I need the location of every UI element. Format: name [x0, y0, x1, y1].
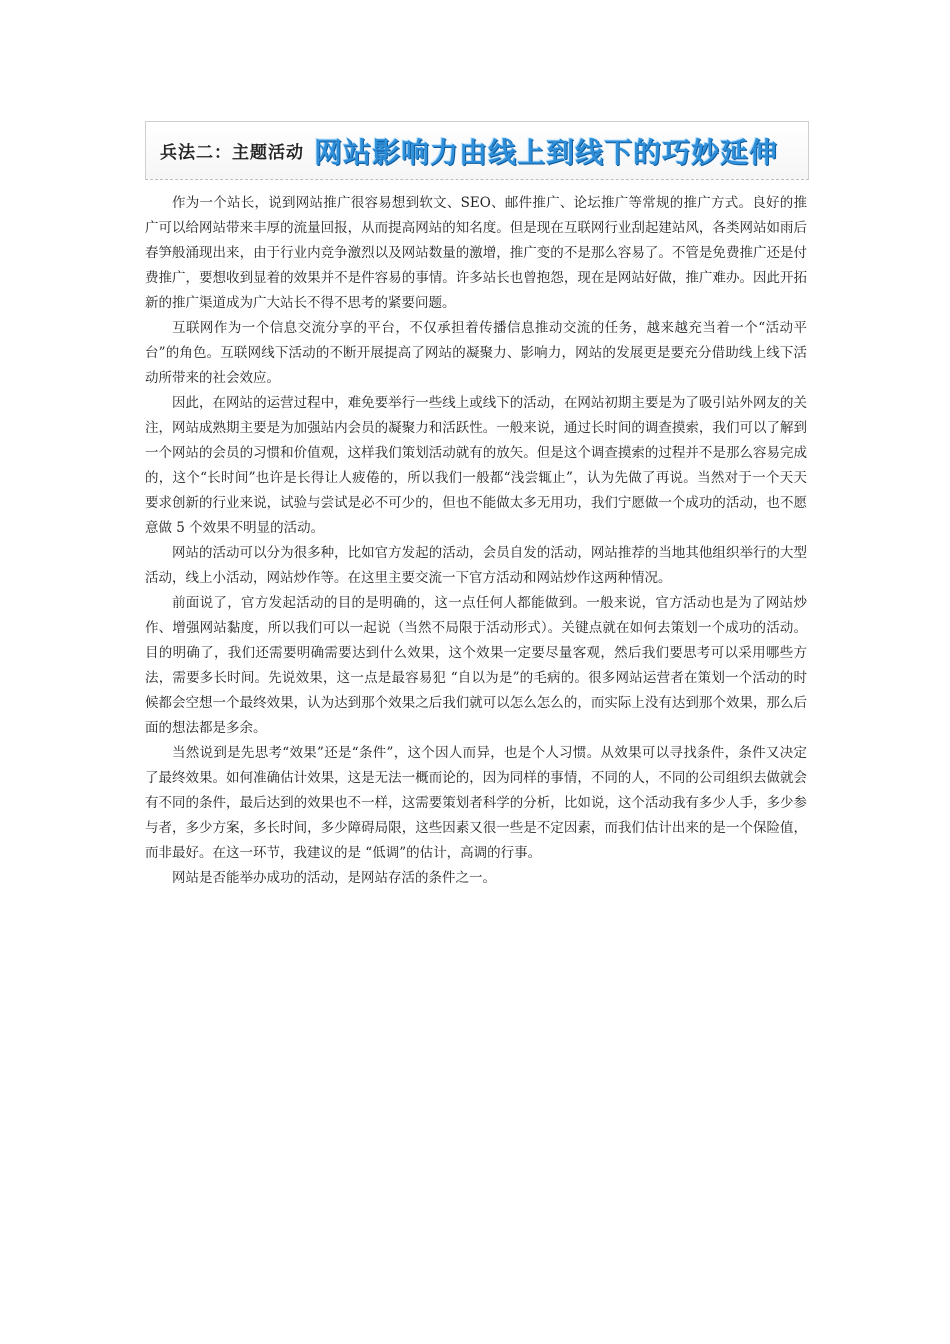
article-banner — [145, 121, 809, 180]
paragraph-1: 作为一个站长，说到网站推广很容易想到软文、SEO、邮件推广、论坛推广等常规的推广方式。良好的推广可以给网站带来丰厚的流量回报，从而提高网站的知名度。但是现在互联网行业刮起建站风，各类网站如雨后春笋般涌现出来，由于行业内竞争激烈以及网站数量的激增，推广变的不是那么容易了。不管是免费推广还是付费推广，要想收到显着的效果并不是件容易的事情。许多站长也曾抱怨，现在是网站好做，推广难办。因此开拓新的推广渠道成为广大站长不得不思考的紧要问题。 — [145, 195, 807, 311]
paragraph-7: 网站是否能举办成功的活动，是网站存活的条件之一。 — [172, 870, 496, 886]
paragraph-2: 互联网作为一个信息交流分享的平台，不仅承担着传播信息推动交流的任务，越来越充当着一个“活动平台”的角色。互联网线下活动的不断开展提高了网站的凝聚力、影响力，网站的发展更是要充分借助线上线下活动所带来的社会效应。 — [145, 320, 807, 386]
paragraph-4: 网站的活动可以分为很多种，比如官方发起的活动，会员自发的活动，网站推荐的当地其他组织举行的大型活动，线上小活动，网站炒作等。在这里主要交流一下官方活动和网站炒作这两种情况。 — [145, 545, 807, 586]
paragraph-5: 前面说了，官方发起活动的目的是明确的，这一点任何人都能做到。一般来说，官方活动也是为了网站炒作、增强网站黏度，所以我们可以一起说（当然不局限于活动形式）。关键点就在如何去策划一个成功的活动。目的明确了，我们还需要明确需要达到什么效果，这个效果一定要尽量客观，然后我们要思考可以采用哪些方法，需要多长时间。先说效果，这一点是最容易犯 “自以为是”的毛病的。很多网站运营者在策划一个活动的时候都会空想一个最终效果，认为达到那个效果之后我们就可以怎么怎么的，而实际上没有达到那个效果，那么后面的想法都是多余。 — [145, 595, 807, 736]
paragraph-6: 当然说到是先思考“效果”还是“条件”，这个因人而异，也是个人习惯。从效果可以寻找条件，条件又决定了最终效果。如何准确估计效果，这是无法一概而论的，因为同样的事情，不同的人，不同的公司组织去做就会有不同的条件，最后达到的效果也不一样，这需要策划者科学的分析，比如说，这个活动我有多少人手，多少参与者，多少方案，多长时间，多少障碍局限，这些因素又很一些是不定因素，而我们估计出来的是一个保险值，而非最好。在这一环节，我建议的是 “低调”的估计，高调的行事。 — [145, 745, 807, 861]
article-body — [145, 191, 807, 891]
banner-prefix: 兵法二：主题活动 — [160, 143, 304, 163]
paragraph-3: 因此，在网站的运营过程中，难免要举行一些线上或线下的活动，在网站初期主要是为了吸引站外网友的关注，网站成熟期主要是为加强站内会员的凝聚力和活跃性。一般来说，通过长时间的调查摸索，我们可以了解到一个网站的会员的习惯和价值观，这样我们策划活动就有的放矢。但是这个调查摸索的过程并不是那么容易完成的，这个“长时间”也许是长得让人疲倦的，所以我们一般都“浅尝辄止”，认为先做了再说。当然对于一个天天要求创新的行业来说，试验与尝试是必不可少的，但也不能做太多无用功，我们宁愿做一个成功的活动，也不愿意做 5 个效果不明显的活动。 — [145, 395, 807, 536]
banner-title: 网站影响力由线上到线下的巧妙延伸 — [314, 135, 779, 169]
